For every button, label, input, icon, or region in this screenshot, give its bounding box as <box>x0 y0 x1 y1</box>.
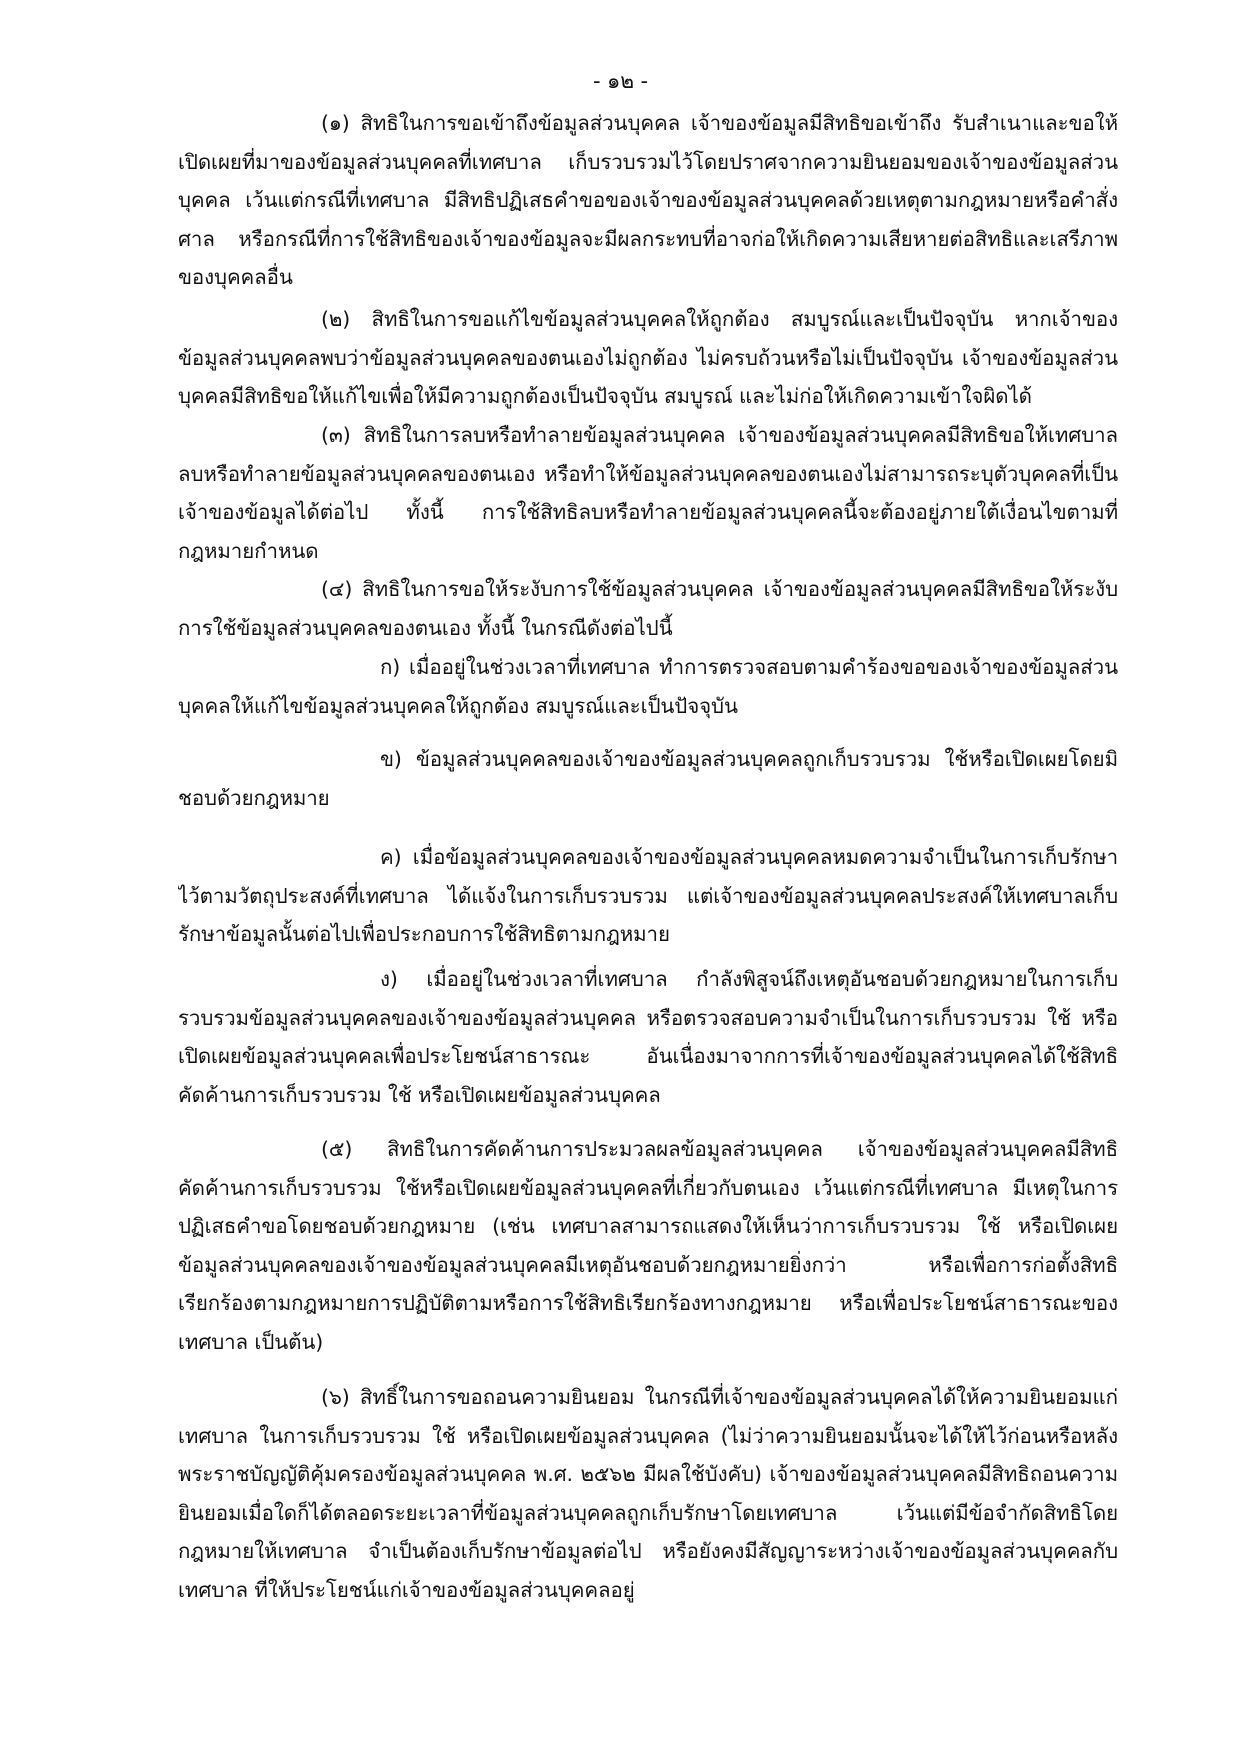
text-line: (๖) สิทธิ์ในการขอถอนความยินยอม ในกรณีที่เจ้าของข้อมูลส่วนบุคคลได้ให้ความยินยอมแก่ <box>321 1385 1118 1409</box>
text-line: (๕) สิทธิในการคัดค้านการประมวลผลข้อมูลส่วนบุคคล เจ้าของข้อมูลส่วนบุคคลมีสิทธิ <box>321 1137 1118 1161</box>
sub-item-kho-khwai <box>178 838 1118 954</box>
sub-item-ko <box>178 648 1118 725</box>
text-line: รักษาข้อมูลนั้นต่อไปเพื่อประกอบการใช้สิทธิตามกฎหมาย <box>178 922 670 946</box>
text-line: การใช้ข้อมูลส่วนบุคคลของตนเอง ทั้งนี้ ในกรณีดังต่อไปนี้ <box>178 615 673 640</box>
sub-item-ngo <box>178 960 1118 1114</box>
text-line: ข) ข้อมูลส่วนบุคคลของเจ้าของข้อมูลส่วนบุคคลถูกเก็บรวบรวม ใช้หรือเปิดเผยโดยมิ <box>380 747 1118 771</box>
text-line: ยินยอมเมื่อใดก็ได้ตลอดระยะเวลาที่ข้อมูลส่วนบุคคลถูกเก็บรักษาโดยเทศบาล เว้นแต่มีข้อจำกัดสิทธิโดย <box>178 1500 1118 1525</box>
text-line: ของบุคคลอื่น <box>178 265 293 289</box>
text-line: คัดค้านการเก็บรวบรวม ใช้หรือเปิดเผยข้อมูลส่วนบุคคลที่เกี่ยวกับตนเอง เว้นแต่กรณีที่เทศบาล มีเหตุในการ <box>178 1175 1118 1200</box>
text-line: รวบรวมข้อมูลส่วนบุคคลของเจ้าของข้อมูลส่วนบุคคล หรือตรวจสอบความจำเป็นในการเก็บรวบรวม ใช้ หรือ <box>178 1005 1118 1030</box>
paragraph-right-to-rectification <box>178 300 1118 416</box>
text-line: เทศบาล ที่ให้ประโยชน์แก่เจ้าของข้อมูลส่วนบุคคลอยู่ <box>178 1577 635 1602</box>
text-line: เปิดเผยข้อมูลส่วนบุคคลเพื่อประโยชน์สาธารณะ อันเนื่องมาจากการที่เจ้าของข้อมูลส่วนบุคคลได้ใช้สิทธิ <box>178 1044 1118 1068</box>
text-line: ชอบด้วยกฎหมาย <box>178 785 330 810</box>
text-line: เทศบาล ในการเก็บรวบรวม ใช้ หรือเปิดเผยข้อมูลส่วนบุคคล (ไม่ว่าความยินยอมนั้นจะได้ให้ไว้ก่อนหรือหลัง <box>178 1423 1118 1448</box>
text-line: (๔) สิทธิในการขอให้ระงับการใช้ข้อมูลส่วนบุคคล เจ้าของข้อมูลส่วนบุคคลมีสิทธิขอให้ระงับ <box>321 577 1118 601</box>
text-line: ลบหรือทำลายข้อมูลส่วนบุคคลของตนเอง หรือทำให้ข้อมูลส่วนบุคคลของตนเองไม่สามารถระบุตัวบุคคลที่เป็น <box>178 461 1118 486</box>
sub-item-kho <box>178 740 1118 817</box>
text-line: ศาล หรือกรณีที่การใช้สิทธิของเจ้าของข้อมูลจะมีผลกระทบที่อาจก่อให้เกิดความเสียหายต่อสิทธิและเสรีภาพ <box>178 226 1118 251</box>
text-line: (๑) สิทธิในการขอเข้าถึงข้อมูลส่วนบุคคล เจ้าของข้อมูลมีสิทธิขอเข้าถึง รับสำเนาและขอให้ <box>321 111 1118 135</box>
paragraph-right-to-withdraw-consent <box>178 1378 1118 1609</box>
text-line: ข้อมูลส่วนบุคคลพบว่าข้อมูลส่วนบุคคลของตนเองไม่ถูกต้อง ไม่ครบถ้วนหรือไม่เป็นปัจจุบัน เจ้าของข้อมูลส่วน <box>178 345 1118 370</box>
text-line: คัดค้านการเก็บรวบรวม ใช้ หรือเปิดเผยข้อมูลส่วนบุคคล <box>178 1082 661 1107</box>
text-line: เปิดเผยที่มาของข้อมูลส่วนบุคคลที่เทศบาล เก็บรวบรวมไว้โดยปราศจากความยินยอมของเจ้าของข้อมูลส่วน <box>178 149 1118 174</box>
page-number: - ๑๒ - <box>592 69 649 93</box>
text-line: ปฏิเสธคำขอโดยชอบด้วยกฎหมาย (เช่น เทศบาลสามารถแสดงให้เห็นว่าการเก็บรวบรวม ใช้ หรือเปิดเผย <box>178 1214 1118 1238</box>
text-line: เรียกร้องตามกฎหมายการปฏิบัติตามหรือการใช้สิทธิเรียกร้องทางกฎหมาย หรือเพื่อประโยชน์สาธารณะของ <box>178 1291 1118 1315</box>
paragraph-right-to-restriction <box>178 570 1118 647</box>
text-line: (๒) สิทธิในการขอแก้ไขข้อมูลส่วนบุคคลให้ถูกต้อง สมบูรณ์และเป็นปัจจุบัน หากเจ้าของ <box>321 307 1118 331</box>
text-line: ง) เมื่ออยู่ในช่วงเวลาที่เทศบาล กำลังพิสูจน์ถึงเหตุอันชอบด้วยกฎหมายในการเก็บ <box>380 967 1118 991</box>
text-line: เจ้าของข้อมูลได้ต่อไป ทั้งนี้ การใช้สิทธิลบหรือทำลายข้อมูลส่วนบุคคลนี้จะต้องอยู่ภายใต้เงื่อนไขตามที่ <box>178 500 1118 524</box>
text-line: ก) เมื่ออยู่ในช่วงเวลาที่เทศบาล ทำการตรวจสอบตามคำร้องขอของเจ้าของข้อมูลส่วน <box>380 655 1118 679</box>
paragraph-right-to-erasure <box>178 416 1118 570</box>
text-line: ไว้ตามวัตถุประสงค์ที่เทศบาล ได้แจ้งในการเก็บรวบรวม แต่เจ้าของข้อมูลส่วนบุคคลประสงค์ให้เทศบาลเก็บ <box>178 883 1118 908</box>
text-line: ข้อมูลส่วนบุคคลของเจ้าของข้อมูลส่วนบุคคลมีเหตุอันชอบด้วยกฎหมายยิ่งกว่า หรือเพื่อการก่อตั้งสิทธิ <box>178 1252 1118 1277</box>
paragraph-right-of-access <box>178 104 1118 297</box>
text-line: กฎหมายกำหนด <box>178 538 319 563</box>
text-line: กฎหมายให้เทศบาล จำเป็นต้องเก็บรักษาข้อมูลต่อไป หรือยังคงมีสัญญาระหว่างเจ้าของข้อมูลส่วนบุคคลกับ <box>178 1539 1118 1563</box>
text-line: บุคคล เว้นแต่กรณีที่เทศบาล มีสิทธิปฏิเสธคำขอของเจ้าของข้อมูลส่วนบุคคลด้วยเหตุตามกฎหมายหรือคำสั่ง <box>178 188 1118 212</box>
paragraph-right-to-object <box>178 1130 1118 1361</box>
text-line: บุคคลให้แก้ไขข้อมูลส่วนบุคคลให้ถูกต้อง สมบูรณ์และเป็นปัจจุบัน <box>178 693 738 718</box>
text-line: เทศบาล เป็นต้น) <box>178 1329 324 1354</box>
text-line: พระราชบัญญัติคุ้มครองข้อมูลส่วนบุคคล พ.ศ. ๒๕๖๒ มีผลใช้บังคับ) เจ้าของข้อมูลส่วนบุคคลมีสิทธิถอนความ <box>178 1462 1118 1486</box>
text-line: บุคคลมีสิทธิขอให้แก้ไขเพื่อให้มีความถูกต้องเป็นปัจจุบัน สมบูรณ์ และไม่ก่อให้เกิดความเข้าใจผิดได้ <box>178 384 1032 408</box>
text-line: ค) เมื่อข้อมูลส่วนบุคคลของเจ้าของข้อมูลส่วนบุคคลหมดความจำเป็นในการเก็บรักษา <box>380 845 1118 869</box>
text-line: (๓) สิทธิในการลบหรือทำลายข้อมูลส่วนบุคคล เจ้าของข้อมูลส่วนบุคคลมีสิทธิขอให้เทศบาล <box>321 423 1118 447</box>
